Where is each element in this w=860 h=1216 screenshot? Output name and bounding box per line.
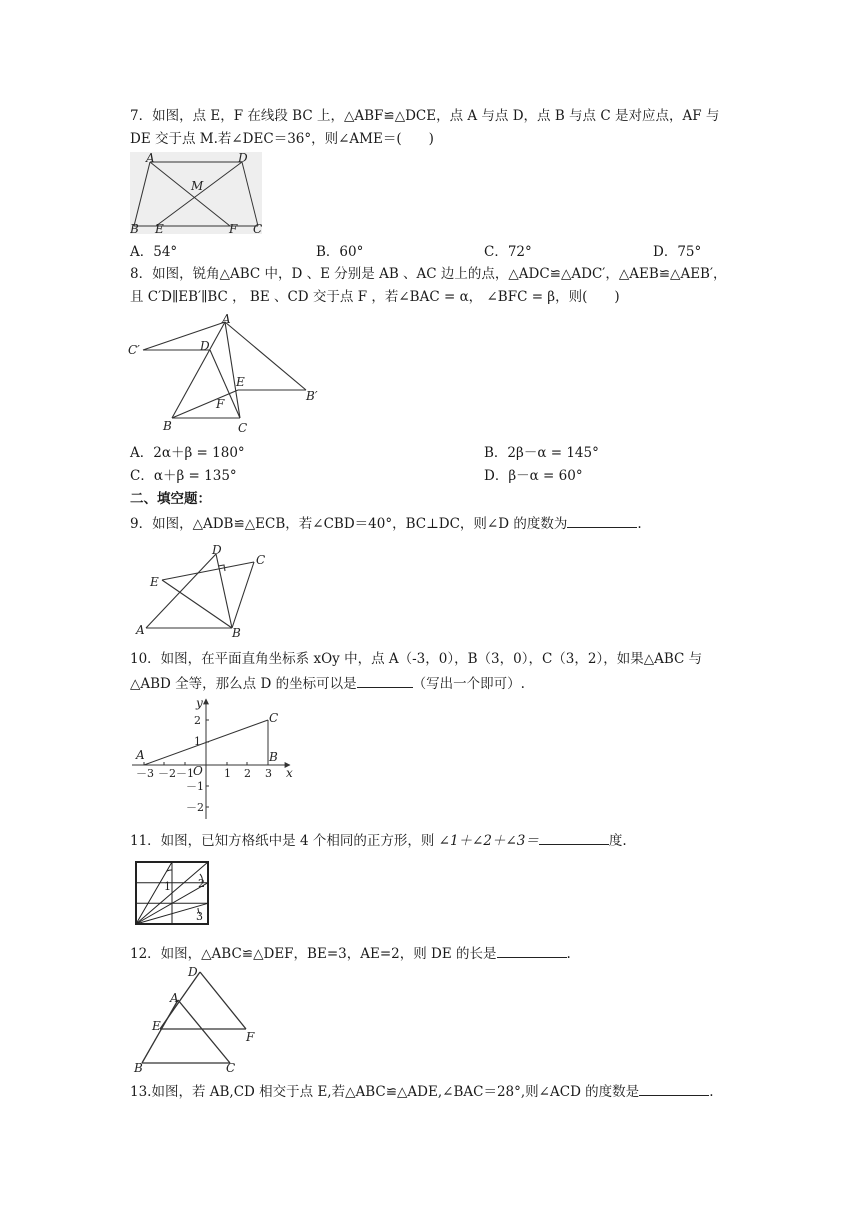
q8-text-line2: 且 C′D∥EB′∥BC ， BE 、CD 交于点 F ，若∠BAC = α， ∠BFC = β，则( ): [130, 289, 620, 305]
q10-xtick-neg1: －1: [176, 767, 194, 780]
q8-label-E: E: [236, 375, 245, 389]
q7-option-b: B．60°: [316, 244, 364, 260]
q7-text-line1: 7．如图，点 E，F 在线段 BC 上，△ABF≌△DCE，点 A 与点 D，点 B 与点 C 是对应点，AF 与: [130, 108, 720, 124]
q9-label-E: E: [150, 575, 159, 589]
q11-text-b: 度.: [608, 833, 627, 849]
q12-text-b: .: [566, 946, 571, 962]
q9-label-D: D: [212, 543, 222, 557]
q7-label-D: D: [238, 152, 248, 165]
q12-answer-blank[interactable]: [497, 943, 567, 958]
q9-label-A: A: [136, 623, 145, 637]
q11-expression: ∠1＋∠2＋∠3＝: [438, 833, 539, 849]
q10-ytick-neg1: －1: [186, 780, 204, 793]
q8-label-C1: C′: [128, 343, 140, 357]
q10-text-line2: [130, 673, 525, 693]
q10-xtick-1: 1: [224, 767, 231, 780]
q7-label-E: E: [155, 222, 164, 234]
q10-xtick-neg2: －2: [158, 767, 176, 780]
q10-label-O: O: [193, 764, 203, 778]
q13-text-a: 13.如图，若 AB,CD 相交于点 E,若△ABC≌△ADE,∠BAC＝28°,则∠ACD 的度数是: [130, 1084, 640, 1100]
q10-xtick-3: 3: [265, 767, 272, 780]
q9-answer-blank[interactable]: [567, 513, 637, 528]
q7-figure: [130, 152, 262, 234]
q9-text-a: 9．如图，△ADB≌△ECB，若∠CBD＝40°，BC⊥DC，则∠D 的度数为: [130, 516, 568, 532]
q8-option-b: B．2β－α = 145°: [484, 445, 599, 461]
q9-text-b: .: [637, 516, 642, 532]
q7-label-F: F: [229, 222, 238, 234]
q10-ytick-1: 1: [194, 735, 201, 748]
q8-label-B: B: [163, 419, 172, 433]
q8-label-B1: B′: [306, 389, 318, 403]
q10-ytick-neg2: －2: [186, 801, 204, 814]
q10-label-C: C: [269, 711, 279, 725]
q10-label-B: B: [269, 750, 278, 764]
q10-figure: [128, 695, 300, 823]
q11-answer-blank[interactable]: [539, 830, 609, 845]
q11-label-angle3: 3: [196, 910, 203, 923]
q9-text-line1: [130, 513, 642, 533]
q8-label-C: C: [238, 421, 248, 435]
q8-label-A: A: [222, 312, 231, 326]
q11-label-angle1: 1: [164, 880, 171, 893]
q12-label-F: F: [246, 1030, 255, 1044]
q11-text-line1: [130, 830, 627, 850]
q7-text-line2: DE 交于点 M.若∠DEC＝36°，则∠AME＝( ): [130, 131, 434, 147]
q10-label-x: x: [286, 766, 293, 780]
q8-option-c: C．α＋β = 135°: [130, 468, 237, 484]
q12-text-line1: [130, 943, 571, 963]
q10-answer-blank[interactable]: [357, 673, 413, 688]
q12-label-A: A: [170, 991, 179, 1005]
q7-option-c: C．72°: [484, 244, 532, 260]
q13-text-b: .: [709, 1084, 714, 1100]
q12-label-D: D: [188, 965, 198, 979]
q7-option-a: A．54°: [130, 244, 178, 260]
q12-label-C: C: [226, 1061, 236, 1072]
q9-label-B: B: [232, 626, 241, 640]
q12-figure: [132, 962, 264, 1072]
q8-label-F: F: [216, 397, 225, 411]
q10-text-b: （写出一个即可）.: [412, 676, 525, 692]
q12-label-B: B: [134, 1061, 143, 1072]
q13-answer-blank[interactable]: [639, 1081, 709, 1096]
q7-label-M: M: [191, 179, 204, 193]
q11-figure: [130, 856, 212, 928]
q8-option-d: D．β－α = 60°: [484, 468, 583, 484]
q10-text-a: △ABD 全等，那么点 D 的坐标可以是: [130, 676, 357, 692]
q10-ytick-2: 2: [194, 714, 201, 727]
q8-figure: [128, 310, 328, 438]
q7-label-B: B: [130, 222, 139, 234]
q10-xtick-neg3: －3: [136, 767, 154, 780]
q13-text-line1: [130, 1081, 713, 1101]
q10-text-line1: 10．如图，在平面直角坐标系 xOy 中，点 A（-3，0），B（3，0），C（3，2），如果△ABC 与: [130, 651, 703, 667]
q10-label-y: y: [196, 696, 203, 710]
q12-text-a: 12．如图，△ABC≌△DEF，BE=3，AE=2，则 DE 的长是: [130, 946, 497, 962]
q11-text-a: 11．如图，已知方格纸中是 4 个相同的正方形，则: [130, 833, 435, 849]
q10-xtick-2: 2: [244, 767, 251, 780]
q9-figure: [132, 540, 272, 640]
q11-label-angle2: 2: [198, 877, 205, 890]
q8-option-a: A．2α＋β = 180°: [130, 445, 245, 461]
q8-label-D: D: [200, 339, 210, 353]
q8-text-line1: 8．如图，锐角△ABC 中，D 、E 分别是 AB 、AC 边上的点，△ADC≌△ADC′，△AEB≌△AEB′，: [130, 266, 727, 282]
section-heading: 二、填空题：: [130, 491, 211, 507]
q9-label-C: C: [256, 553, 266, 567]
q7-label-C: C: [253, 222, 262, 234]
q7-label-A: A: [146, 152, 155, 165]
q10-label-A: A: [136, 748, 145, 762]
q7-option-d: D．75°: [653, 244, 702, 260]
q12-label-E: E: [152, 1019, 161, 1033]
